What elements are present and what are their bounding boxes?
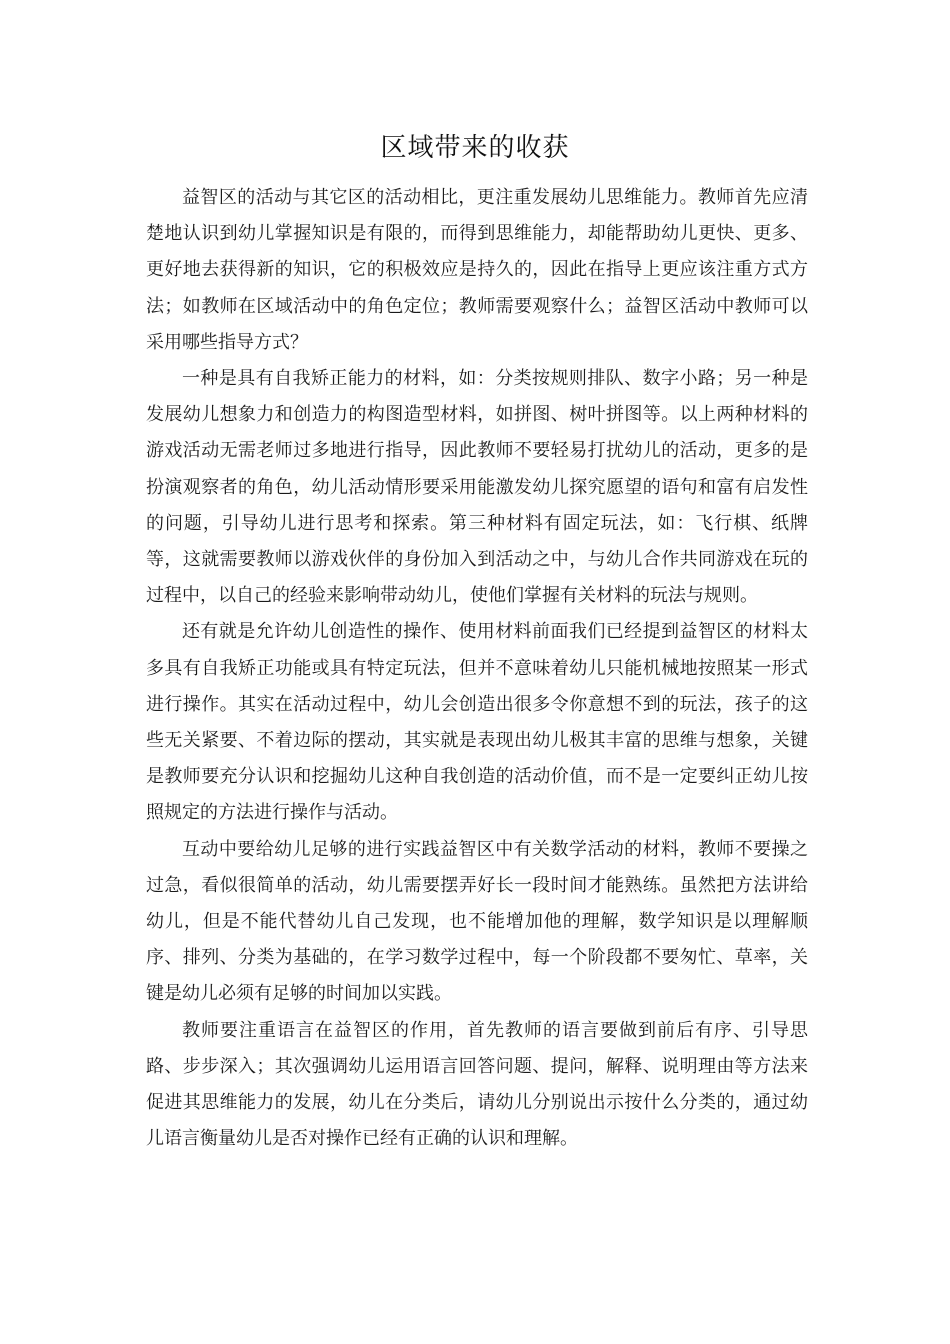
- document-body: [146, 180, 808, 1157]
- paragraph-4: 互动中要给幼儿足够的进行实践益智区中有关数学活动的材料，教师不要操之过急，看似很简单的活动，幼儿需要摆弄好长一段时间才能熟练。虽然把方法讲给幼儿，但是不能代替幼儿自己发现，也不能增加他的理解，数学知识是以理解顺序、排列、分类为基础的，在学习数学过程中，每一个阶段都不要匆忙、草率，关键是幼儿必须有足够的时间加以实践。: [146, 838, 808, 1005]
- paragraph-5: 教师要注重语言在益智区的作用，首先教师的语言要做到前后有序、引导思路、步步深入；其次强调幼儿运用语言回答问题、提问，解释、说明理由等方法来促进其思维能力的发展，幼儿在分类后，请幼儿分别说出示按什么分类的，通过幼儿语言衡量幼儿是否对操作已经有正确的认识和理解。: [146, 1019, 808, 1150]
- paragraph-1: 益智区的活动与其它区的活动相比，更注重发展幼儿思维能力。教师首先应清楚地认识到幼儿掌握知识是有限的，而得到思维能力，却能帮助幼儿更快、更多、更好地去获得新的知识，它的积极效应是持久的，因此在指导上更应该注重方式方法；如教师在区域活动中的角色定位；教师需要观察什么；益智区活动中教师可以采用哪些指导方式？: [146, 187, 808, 353]
- document-title: 区域带来的收获: [380, 133, 570, 163]
- paragraph-3: 还有就是允许幼儿创造性的操作、使用材料前面我们已经提到益智区的材料太多具有自我矫正功能或具有特定玩法，但并不意味着幼儿只能机械地按照某一形式进行操作。其实在活动过程中，幼儿会创造出很多令你意想不到的玩法，孩子的这些无关紧要、不着边际的摆动，其实就是表现出幼儿极其丰富的思维与想象，关键是教师要充分认识和挖掘幼儿这种自我创造的活动价值，而不是一定要纠正幼儿按照规定的方法进行操作与活动。: [146, 621, 808, 824]
- paragraph-2: 一种是具有自我矫正能力的材料，如：分类按规则排队、数字小路；另一种是发展幼儿想象力和创造力的构图造型材料，如拼图、树叶拼图等。以上两种材料的游戏活动无需老师过多地进行指导，因此教师不要轻易打扰幼儿的活动，更多的是扮演观察者的角色，幼儿活动情形要采用能激发幼儿探究愿望的语句和富有启发性的问题，引导幼儿进行思考和探索。第三种材料有固定玩法，如：飞行棋、纸牌等，这就需要教师以游戏伙伴的身份加入到活动之中，与幼儿合作共同游戏在玩的过程中，以自己的经验来影响带动幼儿，使他们掌握有关材料的玩法与规则。: [146, 368, 808, 607]
